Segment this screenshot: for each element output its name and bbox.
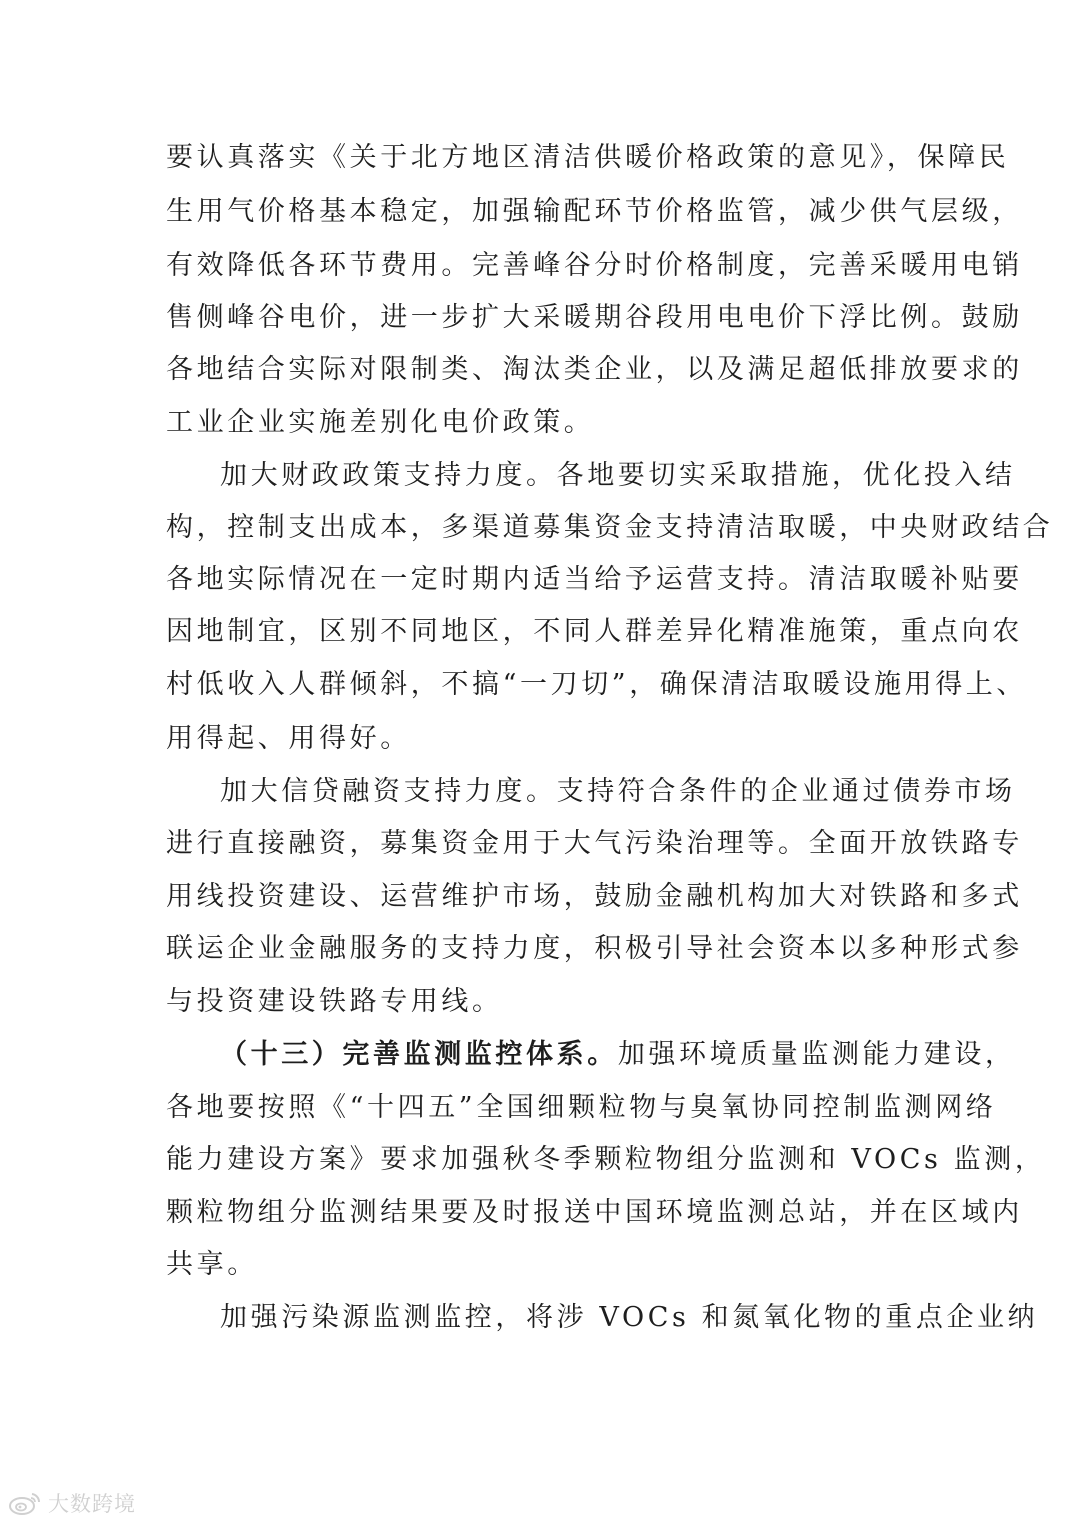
paragraph-1-line-5: 各地结合实际对限制类、淘汰类企业，以及满足超低排放要求的 — [166, 354, 1023, 385]
paragraph-4-line-1-text: 加强环境质量监测能力建设， — [617, 1039, 1016, 1070]
paragraph-3-line-2: 进行直接融资，募集资金用于大气污染治理等。全面开放铁路专 — [166, 828, 1023, 859]
weibo-logo-icon — [8, 1490, 42, 1516]
paragraph-1-line-3: 有效降低各环节费用。完善峰谷分时价格制度，完善采暖用电销 — [166, 250, 1023, 281]
paragraph-3-line-1: 加大信贷融资支持力度。支持符合条件的企业通过债券市场 — [220, 776, 1016, 807]
paragraph-1-line-2: 生用气价格基本稳定，加强输配环节价格监管，减少供气层级， — [166, 196, 1023, 227]
paragraph-4-line-4: 颗粒物组分监测结果要及时报送中国环境监测总站，并在区域内 — [166, 1197, 1023, 1228]
paragraph-4-line-3: 能力建设方案》要求加强秋冬季颗粒物组分监测和 VOCs 监测， — [166, 1144, 1046, 1175]
paragraph-2-line-1: 加大财政政策支持力度。各地要切实采取措施，优化投入结 — [220, 460, 1016, 491]
paragraph-5-line-1: 加强污染源监测监控，将涉 VOCs 和氮氧化物的重点企业纳 — [220, 1302, 1039, 1333]
section-heading: （十三）完善监测监控体系。 — [220, 1039, 618, 1070]
paragraph-2-line-3: 各地实际情况在一定时期内适当给予运营支持。清洁取暖补贴要 — [166, 564, 1023, 595]
paragraph-4-line-1 — [220, 1035, 1016, 1075]
paragraph-4-line-5: 共享。 — [166, 1249, 258, 1280]
paragraph-2-line-6: 用得起、用得好。 — [166, 723, 411, 754]
watermark — [8, 1487, 136, 1519]
paragraph-2-line-4: 因地制宜，区别不同地区，不同人群差异化精准施策，重点向农 — [166, 616, 1023, 647]
paragraph-2-line-5: 村低收入人群倾斜，不搞“一刀切”，确保清洁取暖设施用得上、 — [166, 669, 1028, 700]
paragraph-2-line-2: 构，控制支出成本，多渠道募集资金支持清洁取暖，中央财政结合 — [166, 512, 1054, 543]
paragraph-3-line-4: 联运企业金融服务的支持力度，积极引导社会资本以多种形式参 — [166, 933, 1023, 964]
paragraph-1-line-1: 要认真落实《关于北方地区清洁供暖价格政策的意见》，保障民 — [166, 142, 1010, 173]
paragraph-1-line-6: 工业企业实施差别化电价政策。 — [166, 407, 595, 438]
watermark-text: 大数跨境 — [48, 1492, 136, 1516]
paragraph-3-line-5: 与投资建设铁路专用线。 — [166, 986, 503, 1017]
paragraph-4-line-2: 各地要按照《“十四五”全国细颗粒物与臭氧协同控制监测网络 — [166, 1092, 997, 1123]
paragraph-1-line-4: 售侧峰谷电价，进一步扩大采暖期谷段用电电价下浮比例。鼓励 — [166, 302, 1023, 333]
paragraph-3-line-3: 用线投资建设、运营维护市场，鼓励金融机构加大对铁路和多式 — [166, 881, 1023, 912]
